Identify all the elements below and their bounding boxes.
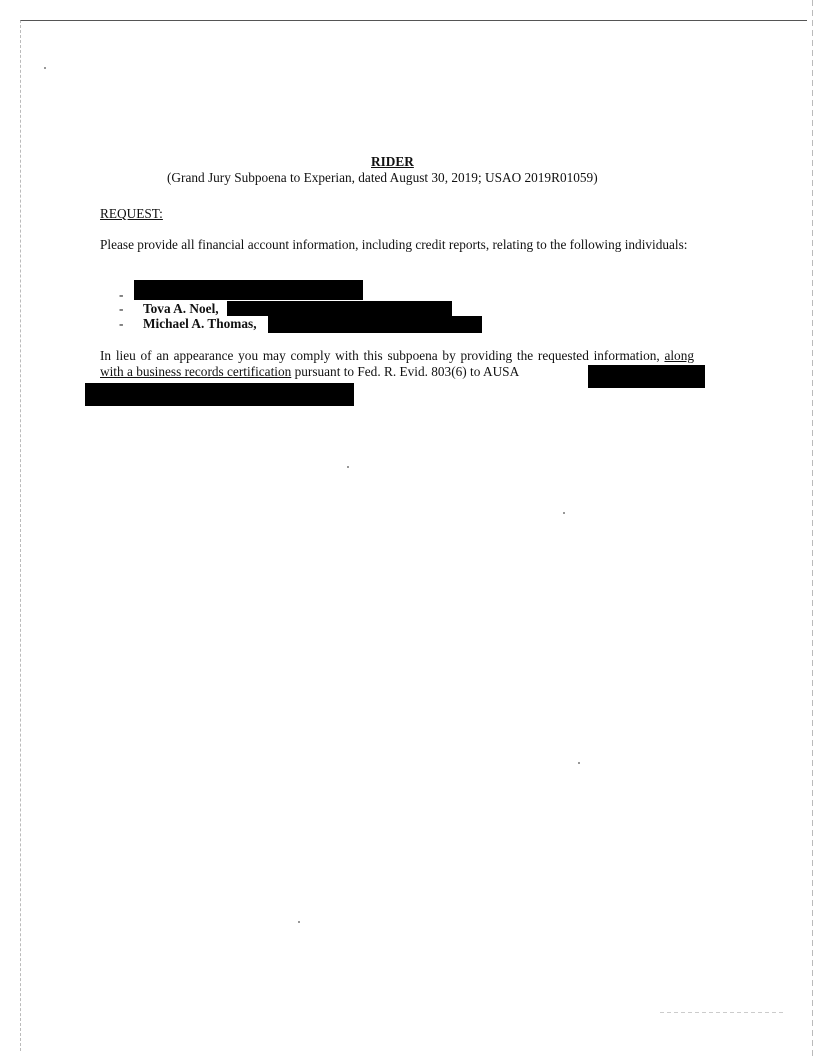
redaction-block — [134, 280, 363, 300]
certification-text: along with a business records certification — [100, 348, 694, 379]
rider-title: RIDER — [371, 154, 414, 169]
redaction-block — [85, 383, 354, 406]
redaction-block — [268, 316, 482, 333]
page-edge — [812, 0, 813, 1056]
individual-name: Michael A. Thomas, — [143, 316, 257, 331]
redaction-block — [227, 301, 452, 316]
request-paragraph: Please provide all financial account information, including credit reports, relating to the following individuals: — [100, 237, 688, 252]
individual-name: Tova A. Noel, — [143, 301, 219, 316]
bullet-marker: - — [119, 316, 124, 331]
bullet-marker: - — [119, 287, 124, 302]
closing-text-end: pursuant to Fed. R. Evid. 803(6) to AUSA — [291, 364, 520, 379]
scan-artifact-line — [660, 1012, 786, 1013]
scan-speck — [578, 762, 580, 764]
redaction-block — [588, 365, 705, 388]
bullet-marker: - — [119, 301, 124, 316]
scan-speck — [563, 512, 565, 514]
request-heading: REQUEST: — [100, 206, 163, 221]
rider-subtitle: (Grand Jury Subpoena to Experian, dated August 30, 2019; USAO 2019R01059) — [167, 170, 598, 185]
closing-text: In lieu of an appearance you may comply with this subpoena by providing the requested information, — [100, 348, 660, 363]
scan-speck — [347, 466, 349, 468]
scan-speck — [44, 67, 46, 69]
scan-speck — [298, 921, 300, 923]
